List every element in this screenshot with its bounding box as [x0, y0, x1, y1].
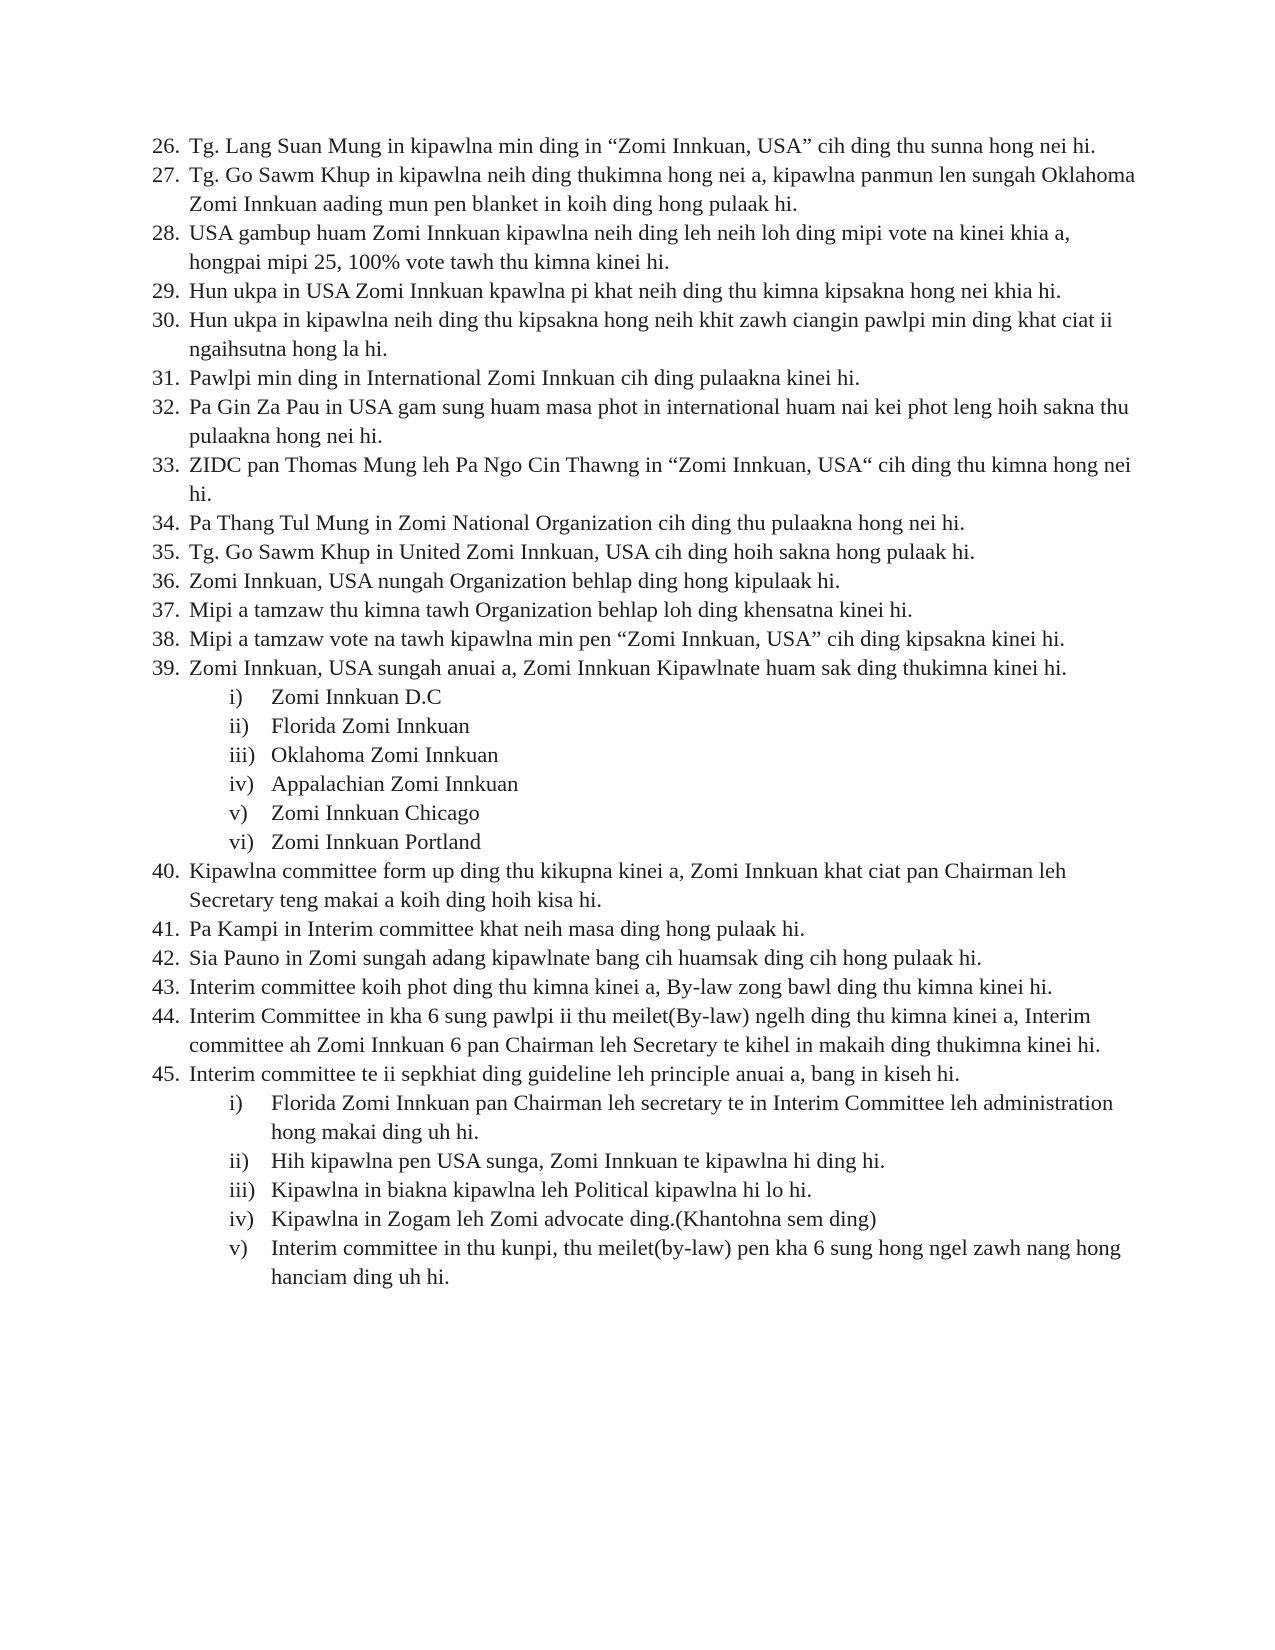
item-text: Mipi a tamzaw thu kimna tawh Organization behlap loh ding khensatna kinei hi.: [189, 597, 913, 622]
list-item: [152, 653, 1142, 682]
item-number: 26.: [152, 133, 181, 158]
list-item: [152, 392, 1142, 450]
item-text: Tg. Go Sawm Khup in United Zomi Innkuan, USA cih ding hoih sakna hong pulaak hi.: [189, 539, 976, 564]
sub-list-item: [229, 1233, 1142, 1291]
item-number: 31.: [152, 365, 181, 390]
sub-list-item: [229, 1146, 1142, 1175]
item-number: 30.: [152, 307, 181, 332]
sub-item-number: i): [229, 684, 243, 709]
list-item: [152, 508, 1142, 537]
sub-item-text: Zomi Innkuan D.C: [271, 684, 442, 709]
sub-item-text: Zomi Innkuan Portland: [271, 829, 481, 854]
sub-item-text: Kipawlna in biakna kipawlna leh Political kipawlna hi lo hi.: [271, 1177, 813, 1202]
item-number: 45.: [152, 1061, 181, 1086]
list-item: [152, 1059, 1142, 1088]
sub-item-number: vi): [229, 829, 254, 854]
item-number: 40.: [152, 858, 181, 883]
sub-item-text: Oklahoma Zomi Innkuan: [271, 742, 499, 767]
sub-item-number: v): [229, 800, 248, 825]
sub-list-item: [229, 1175, 1142, 1204]
item-text: USA gambup huam Zomi Innkuan kipawlna neih ding leh neih loh ding mipi vote na kinei khia a, hongpai mipi 25, 100% vote tawh thu kimna kinei hi.: [189, 220, 1071, 274]
sub-item-number: iii): [229, 742, 256, 767]
item-text: Hun ukpa in USA Zomi Innkuan kpawlna pi khat neih ding thu kimna kipsakna hong nei khia hi.: [189, 278, 1062, 303]
sub-item-number: iii): [229, 1177, 256, 1202]
sub-list-item: [229, 769, 1142, 798]
sub-item-text: Appalachian Zomi Innkuan: [271, 771, 519, 796]
item-number: 43.: [152, 974, 181, 999]
item-number: 29.: [152, 278, 181, 303]
item-number: 41.: [152, 916, 181, 941]
list-item: [152, 1001, 1142, 1059]
sub-list-item: [229, 1204, 1142, 1233]
item-text: Pa Thang Tul Mung in Zomi National Organization cih ding thu pulaakna hong nei hi.: [189, 510, 965, 535]
item-text: Tg. Lang Suan Mung in kipawlna min ding in “Zomi Innkuan, USA” cih ding thu sunna hong nei hi.: [189, 133, 1096, 158]
item-text: Zomi Innkuan, USA nungah Organization behlap ding hong kipulaak hi.: [189, 568, 841, 593]
item-text: Hun ukpa in kipawlna neih ding thu kipsakna hong neih khit zawh ciangin pawlpi min ding khat ciat ii ngaihsutna hong la hi.: [189, 307, 1113, 361]
sub-item-number: iv): [229, 1206, 254, 1231]
sub-item-text: Zomi Innkuan Chicago: [271, 800, 480, 825]
sub-item-number: i): [229, 1090, 243, 1115]
item-number: 34.: [152, 510, 181, 535]
list-item: [152, 537, 1142, 566]
item-text: ZIDC pan Thomas Mung leh Pa Ngo Cin Thawng in “Zomi Innkuan, USA“ cih ding thu kimna hong nei hi.: [189, 452, 1132, 506]
list-item: [152, 276, 1142, 305]
item-number: 28.: [152, 220, 181, 245]
list-item: [152, 363, 1142, 392]
item-number: 35.: [152, 539, 181, 564]
item-text: Zomi Innkuan, USA sungah anuai a, Zomi Innkuan Kipawlnate huam sak ding thukimna kinei hi.: [189, 655, 1067, 680]
item-number: 44.: [152, 1003, 181, 1028]
sub-item-number: ii): [229, 1148, 249, 1173]
sub-item-text: Florida Zomi Innkuan: [271, 713, 470, 738]
sub-item-text: Kipawlna in Zogam leh Zomi advocate ding.(Khantohna sem ding): [271, 1206, 877, 1231]
list-item: [152, 595, 1142, 624]
item-number: 33.: [152, 452, 181, 477]
item-number: 36.: [152, 568, 181, 593]
item-text: Tg. Go Sawm Khup in kipawlna neih ding thukimna hong nei a, kipawlna panmun len sungah Oklahoma Zomi Innkuan aading mun pen blanket in koih ding hong pulaak hi.: [189, 162, 1136, 216]
item-text: Mipi a tamzaw vote na tawh kipawlna min pen “Zomi Innkuan, USA” cih ding kipsakna kinei hi.: [189, 626, 1066, 651]
list-item: [152, 566, 1142, 595]
sub-list-item: [229, 740, 1142, 769]
sub-item-number: iv): [229, 771, 254, 796]
sub-list-item: [229, 711, 1142, 740]
list-item: [152, 160, 1142, 218]
item-text: Interim committee te ii sepkhiat ding guideline leh principle anuai a, bang in kiseh hi.: [189, 1061, 961, 1086]
item-number: 27.: [152, 162, 181, 187]
item-number: 37.: [152, 597, 181, 622]
sub-list-item: [229, 798, 1142, 827]
list-item: [152, 305, 1142, 363]
sub-item-number: ii): [229, 713, 249, 738]
sub-list-item: [229, 827, 1142, 856]
item-number: 38.: [152, 626, 181, 651]
list-item: [152, 914, 1142, 943]
sub-item-number: v): [229, 1235, 248, 1260]
item-text: Pawlpi min ding in International Zomi Innkuan cih ding pulaakna kinei hi.: [189, 365, 861, 390]
sub-list-item: [229, 682, 1142, 711]
list-item: [152, 943, 1142, 972]
item-text: Pa Gin Za Pau in USA gam sung huam masa phot in international huam nai kei phot leng hoih sakna thu pulaakna hong nei hi.: [189, 394, 1129, 448]
sub-item-text: Hih kipawlna pen USA sunga, Zomi Innkuan te kipawlna hi ding hi.: [271, 1148, 886, 1173]
item-text: Kipawlna committee form up ding thu kikupna kinei a, Zomi Innkuan khat ciat pan Chairman leh Secretary teng makai a koih ding hoih kisa hi.: [189, 858, 1067, 912]
item-text: Interim Committee in kha 6 sung pawlpi ii thu meilet(By-law) ngelh ding thu kimna kinei a, Interim committee ah Zomi Innkuan 6 pan Chairman leh Secretary te kihel in makaih ding thukimna kinei hi.: [189, 1003, 1101, 1057]
list-item: [152, 972, 1142, 1001]
list-item: [152, 218, 1142, 276]
item-number: 42.: [152, 945, 181, 970]
item-number: 39.: [152, 655, 181, 680]
sub-item-text: Interim committee in thu kunpi, thu meilet(by-law) pen kha 6 sung hong ngel zawh nang hong hanciam ding uh hi.: [271, 1235, 1121, 1289]
numbered-list: [152, 131, 1142, 1291]
list-item: [152, 131, 1142, 160]
list-item: [152, 856, 1142, 914]
sub-list-item: [229, 1088, 1142, 1146]
list-item: [152, 450, 1142, 508]
item-number: 32.: [152, 394, 181, 419]
sub-item-text: Florida Zomi Innkuan pan Chairman leh secretary te in Interim Committee leh administration hong makai ding uh hi.: [271, 1090, 1114, 1144]
item-text: Pa Kampi in Interim committee khat neih masa ding hong pulaak hi.: [189, 916, 806, 941]
item-text: Sia Pauno in Zomi sungah adang kipawlnate bang cih huamsak ding cih hong pulaak hi.: [189, 945, 982, 970]
list-item: [152, 624, 1142, 653]
item-text: Interim committee koih phot ding thu kimna kinei a, By-law zong bawl ding thu kimna kinei hi.: [189, 974, 1053, 999]
